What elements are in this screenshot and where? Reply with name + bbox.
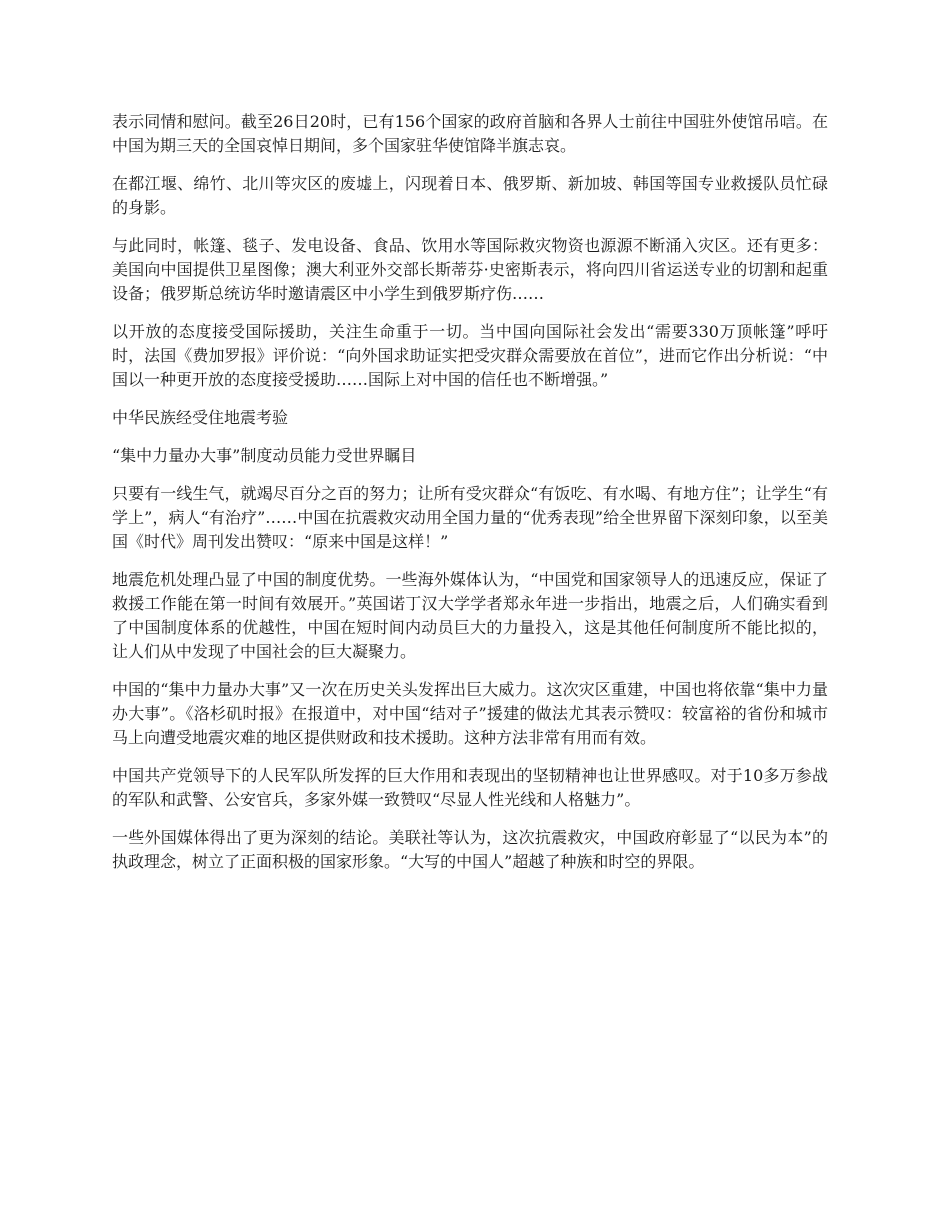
article-body — [112, 110, 828, 888]
paragraph-open-attitude: 以开放的态度接受国际援助，关注生命重于一切。当中国向国际社会发出“需要330万顶帐篷”呼吁时，法国《费加罗报》评价说：“向外国求助证实把受灾群众需要放在首位”，进而它作出分析说：“中国以一种更开放的态度接受援助……国际上对中国的信任也不断增强。” — [112, 322, 828, 389]
section-subheading: “集中力量办大事”制度动员能力受世界瞩目 — [112, 446, 417, 465]
paragraph-conclusion: 一些外国媒体得出了更为深刻的结论。美联社等认为，这次抗震救灾，中国政府彰显了“以民为本”的执政理念，树立了正面积极的国家形象。“大写的中国人”超越了种族和时空的界限。 — [112, 828, 828, 871]
paragraph-full-effort: 只要有一线生气，就竭尽百分之百的努力；让所有受灾群众“有饭吃、有水喝、有地方住”；让学生“有学上”，病人“有治疗”……中国在抗震救灾动用全国力量的“优秀表现”给全世界留下深刻印象，以至美国《时代》周刊发出赞叹：“原来中国是这样！” — [112, 484, 828, 551]
paragraph-army-spirit: 中国共产党领导下的人民军队所发挥的巨大作用和表现出的坚韧精神也让世界感叹。对于10多万参战的军队和武警、公安官兵，多家外媒一致赞叹“尽显人性光线和人格魅力”。 — [112, 766, 828, 809]
paragraph-concentrated-power: 中国的“集中力量办大事”又一次在历史关头发挥出巨大威力。这次灾区重建，中国也将依靠“集中力量办大事”。《洛杉矶时报》在报道中，对中国“结对子”援建的做法尤其表示赞叹：较富裕的省份和城市马上向遭受地震灾难的地区提供财政和技术援助。这种方法非常有用而有效。 — [112, 680, 828, 747]
paragraph-relief-supplies: 与此同时，帐篷、毯子、发电设备、食品、饮用水等国际救灾物资也源源不断涌入灾区。还有更多：美国向中国提供卫星图像；澳大利亚外交部长斯蒂芬·史密斯表示，将向四川省运送专业的切割和起重设备；俄罗斯总统访华时邀请震区中小学生到俄罗斯疗伤…… — [112, 236, 828, 303]
paragraph-rescue-teams: 在都江堰、绵竹、北川等灾区的废墟上，闪现着日本、俄罗斯、新加坡、韩国等国专业救援队员忙碌的身影。 — [112, 174, 828, 217]
paragraph-condolences: 表示同情和慰问。截至26日20时，已有156个国家的政府首脑和各界人士前往中国驻外使馆吊唁。在中国为期三天的全国哀悼日期间，多个国家驻华使馆降半旗志哀。 — [112, 112, 828, 155]
paragraph-system-advantage: 地震危机处理凸显了中国的制度优势。一些海外媒体认为，“中国党和国家领导人的迅速反应，保证了救援工作能在第一时间有效展开。”英国诺丁汉大学学者郑永年进一步指出，地震之后，人们确实看到了中国制度体系的优越性，中国在短时间内动员巨大的力量投入，这是其他任何制度所不能比拟的，让人们从中发现了中国社会的巨大凝聚力。 — [112, 570, 828, 661]
section-heading: 中华民族经受住地震考验 — [112, 408, 289, 427]
